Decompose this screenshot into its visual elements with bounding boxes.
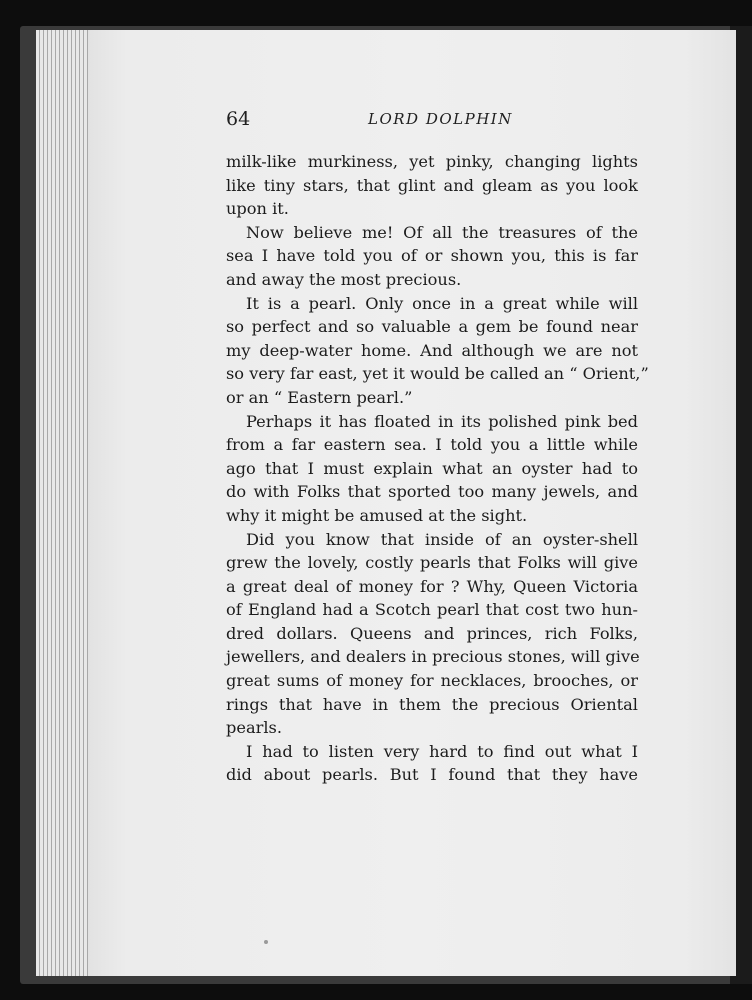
text-line: upon it. bbox=[226, 199, 289, 219]
text-line: and away the most precious. bbox=[226, 269, 462, 289]
text-line: dred dollars. Queens and princes, rich Folks, bbox=[226, 623, 638, 643]
paragraph bbox=[226, 740, 638, 787]
paragraph bbox=[226, 528, 638, 740]
text-line: a great deal of money for ? Why, Queen Victoria bbox=[226, 576, 638, 596]
text-line: rings that have in them the precious Oriental bbox=[226, 694, 638, 714]
running-head: LORD DOLPHIN bbox=[368, 110, 513, 128]
page-edges bbox=[36, 30, 92, 976]
text-line: so perfect and so valuable a gem be found near bbox=[226, 317, 638, 337]
text-line: sea I have told you of or shown you, this is far bbox=[226, 246, 638, 266]
text-line: like tiny stars, that glint and gleam as you look bbox=[226, 175, 638, 195]
text-line: great sums of money for necklaces, brooches, or bbox=[226, 671, 638, 691]
text-line: pearls. bbox=[226, 718, 282, 738]
text-line: or an “ Eastern pearl.” bbox=[226, 387, 413, 407]
paragraph bbox=[226, 150, 638, 221]
page-number: 64 bbox=[226, 108, 251, 130]
text-line: from a far eastern sea. I told you a little while bbox=[226, 435, 638, 455]
paper-speck bbox=[264, 940, 268, 944]
text-line: ago that I must explain what an oyster had to bbox=[226, 458, 638, 478]
text-line: jewellers, and dealers in precious stones, will give bbox=[226, 647, 640, 667]
text-line: of England had a Scotch pearl that cost two hun- bbox=[226, 600, 638, 620]
paragraph bbox=[226, 292, 649, 410]
paragraph bbox=[226, 221, 638, 292]
text-line: did about pearls. But I found that they have bbox=[226, 765, 638, 785]
text-line: my deep-water home. And although we are not bbox=[226, 340, 638, 360]
text-line: milk-like murkiness, yet pinky, changing lights bbox=[226, 152, 638, 171]
text-line: grew the lovely, costly pearls that Folks will give bbox=[226, 553, 638, 573]
paragraph bbox=[226, 410, 638, 528]
text-line: Did you know that inside of an oyster-shell bbox=[246, 529, 638, 549]
text-line: do with Folks that sported too many jewels, and bbox=[226, 482, 638, 502]
body-text bbox=[226, 150, 649, 787]
page-header bbox=[226, 108, 638, 136]
text-line: why it might be amused at the sight. bbox=[226, 505, 528, 525]
text-line: Perhaps it has floated in its polished pink bed bbox=[246, 411, 638, 431]
text-line: Now believe me! Of all the treasures of the bbox=[246, 222, 638, 242]
text-line: so very far east, yet it would be called an “ Orient,” bbox=[226, 364, 649, 384]
text-line: It is a pearl. Only once in a great while will bbox=[246, 293, 638, 313]
text-line: I had to listen very hard to find out what I bbox=[246, 741, 638, 761]
